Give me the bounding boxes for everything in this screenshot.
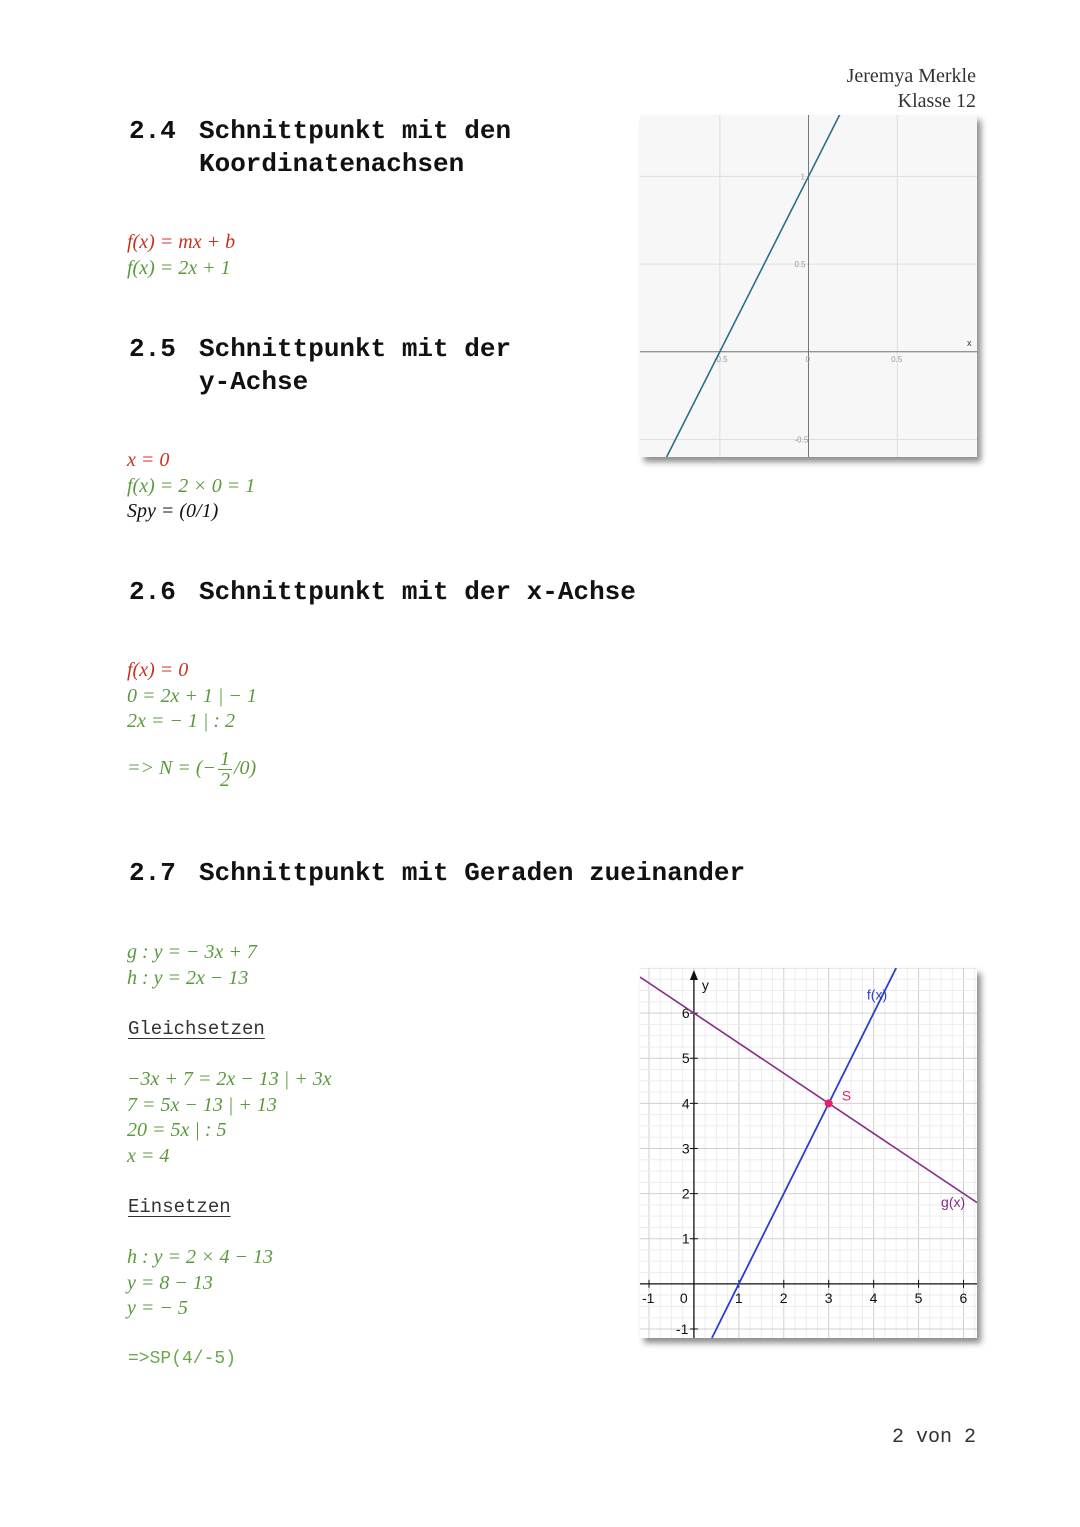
heading-2-7 — [129, 857, 745, 890]
series-label-f: f(x) — [866, 986, 888, 1003]
result-prefix: => N = (− — [127, 756, 216, 779]
x-tick-label: 0 — [679, 1289, 688, 1306]
author-name: Jeremya Merkle — [846, 65, 976, 87]
equation: −3x + 7 = 2x − 13 | + 3x — [127, 1068, 332, 1090]
equations-2-7-lines — [127, 940, 257, 991]
section-title-cont: y-Achse — [199, 367, 309, 397]
fraction-denominator: 2 — [219, 768, 230, 791]
x-tick-label: 5 — [914, 1289, 923, 1306]
equations-2-5 — [127, 448, 255, 525]
equation: h : y = 2 × 4 − 13 — [127, 1246, 274, 1268]
class-label: Klasse 12 — [897, 90, 976, 112]
y-tick-label: 1 — [681, 1230, 690, 1247]
y-axis-arrow — [690, 970, 698, 980]
author-block — [847, 64, 976, 114]
x-tick-label: 0 — [805, 354, 810, 364]
fraction-numerator: 1 — [219, 747, 230, 770]
equation: y = − 5 — [127, 1297, 188, 1319]
x-tick-label: 1 — [734, 1289, 743, 1306]
x-tick-label: -1 — [641, 1289, 655, 1306]
result-n — [127, 749, 257, 790]
function-line-f — [667, 115, 844, 457]
equations-2-6 — [127, 658, 257, 790]
y-tick-label: 5 — [681, 1050, 690, 1067]
y-tick-label: 2 — [681, 1185, 690, 1202]
equation: x = 0 — [127, 449, 170, 471]
fraction — [218, 749, 232, 790]
equation: Spy = (0/1) — [127, 500, 219, 522]
x-tick-label: 2 — [779, 1289, 788, 1306]
equation: 7 = 5x − 13 | + 13 — [127, 1093, 277, 1116]
equation: 0 = 2x + 1 | − 1 — [127, 684, 257, 707]
section-number: 2.4 — [129, 116, 176, 146]
equation-h: h : y = 2x − 13 — [127, 966, 249, 989]
section-number: 2.5 — [129, 334, 176, 364]
y-tick-label: 4 — [681, 1095, 690, 1112]
einsetzen-label: Einsetzen — [128, 1196, 231, 1218]
result-suffix: /0) — [233, 756, 257, 779]
graph-f-line — [640, 115, 977, 457]
gleichsetzen-label: Gleichsetzen — [128, 1018, 265, 1040]
y-tick-label: 1 — [800, 172, 805, 182]
equation: f(x) = 0 — [127, 659, 189, 681]
y-tick-label: -1 — [675, 1320, 689, 1337]
equations-2-7-solve — [127, 1067, 332, 1169]
equation: 20 = 5x | : 5 — [127, 1119, 227, 1141]
page-number: 2 von 2 — [891, 1426, 976, 1449]
equation: f(x) = 2x + 1 — [127, 256, 231, 279]
function-line-g — [640, 977, 977, 1203]
equation: x = 4 — [127, 1144, 170, 1167]
heading-2-4 — [129, 115, 511, 181]
x-tick-label: 0.5 — [891, 354, 903, 364]
y-tick-label: 3 — [681, 1140, 690, 1157]
section-number: 2.7 — [129, 858, 176, 888]
y-tick-label: -0.5 — [794, 435, 809, 445]
section-title: Schnittpunkt mit der x-Achse — [199, 577, 636, 607]
heading-2-5 — [129, 333, 511, 399]
y-tick-label: 0.5 — [794, 260, 806, 270]
section-title-cont: Koordinatenachsen — [199, 149, 465, 179]
x-tick-label: 6 — [959, 1289, 968, 1306]
equation: y = 8 − 13 — [127, 1271, 213, 1294]
equation: 2x = − 1 | : 2 — [127, 710, 236, 732]
equation: f(x) = mx + b — [127, 231, 236, 253]
equations-2-4 — [127, 230, 235, 281]
equations-2-7-insert — [127, 1245, 273, 1322]
section-title: Schnittpunkt mit Geraden zueinander — [199, 858, 746, 888]
intersection-point — [825, 1099, 833, 1107]
equation: f(x) = 2 × 0 = 1 — [127, 474, 256, 497]
x-tick-label: -0.5 — [713, 354, 728, 364]
section-number: 2.6 — [129, 577, 176, 607]
section-title: Schnittpunkt mit den — [199, 116, 512, 146]
x-tick-label: 3 — [824, 1289, 833, 1306]
y-tick-label: 6 — [681, 1005, 690, 1022]
section-title: Schnittpunkt mit der — [199, 334, 512, 364]
x-tick-label: 4 — [869, 1289, 878, 1306]
equation-g: g : y = − 3x + 7 — [127, 941, 257, 963]
graph-intersection — [640, 968, 977, 1338]
series-label-g: g(x) — [941, 1194, 966, 1211]
intersection-label: S — [841, 1087, 852, 1104]
x-axis-label: x — [967, 337, 972, 348]
heading-2-6 — [129, 576, 636, 609]
intersection-result: =>SP(4/-5) — [128, 1349, 237, 1369]
function-line-f — [712, 968, 896, 1338]
y-axis-label: y — [701, 977, 709, 993]
